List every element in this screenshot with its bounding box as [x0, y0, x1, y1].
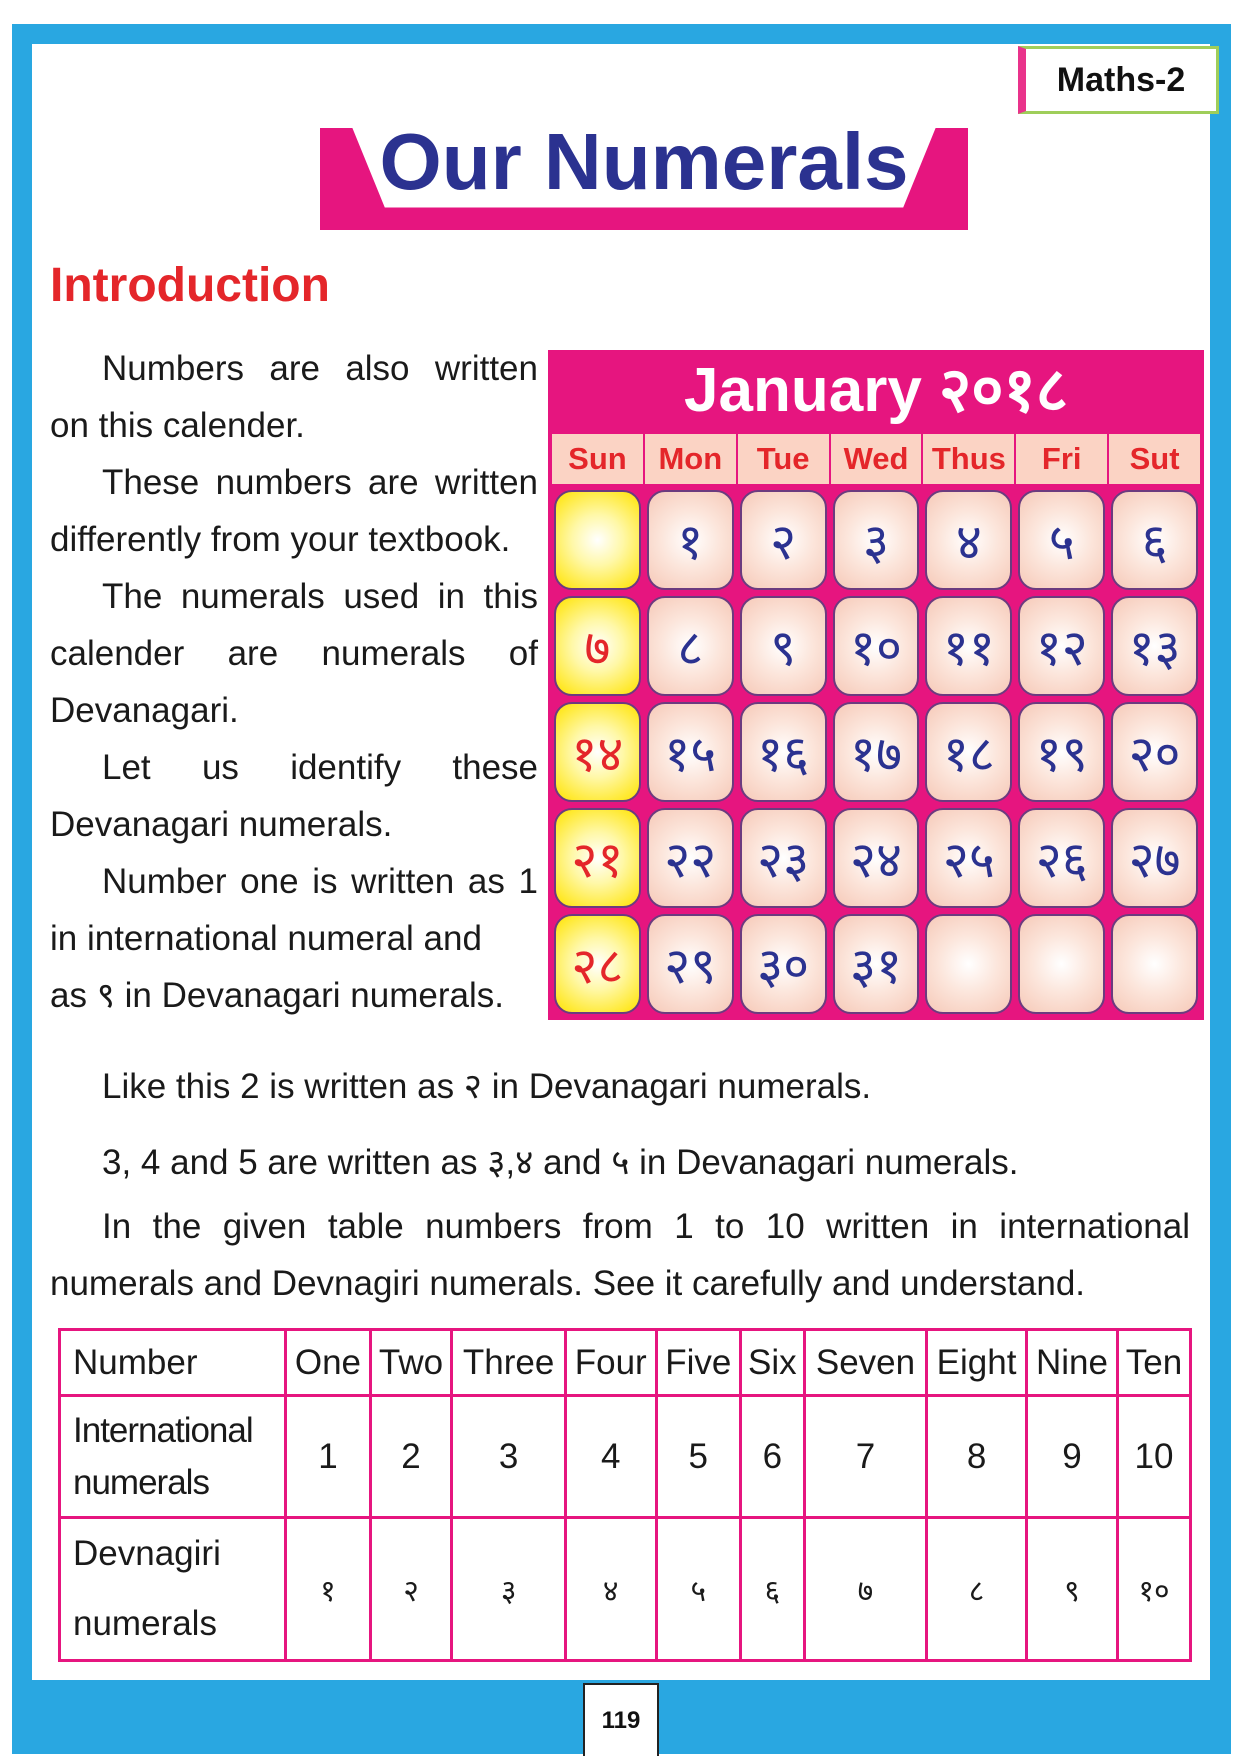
calendar-day-cell: ८ [647, 596, 734, 696]
intro-p1-line2: on this calender. [50, 406, 305, 445]
calendar-day-cell: ११ [925, 596, 1012, 696]
table-cell-devnagiri: ६ [740, 1518, 804, 1661]
calendar-day-cell: २ [740, 490, 827, 590]
table-cell-devnagiri: ३ [452, 1518, 565, 1661]
table-cell-devnagiri: १ [286, 1518, 370, 1661]
row-label-devnagiri [60, 1518, 286, 1661]
intro-p3: The numerals used in this calender are numerals of Devanagari. [50, 577, 538, 730]
calendar-day-cell: २४ [833, 808, 920, 908]
table-cell-names: Six [740, 1330, 804, 1396]
calendar-day-cell: ९ [740, 596, 827, 696]
calendar-day-cell: २२ [647, 808, 734, 908]
calendar-day-cell: ७ [554, 596, 641, 696]
table-cell-international: 3 [452, 1396, 565, 1518]
calendar-day-cell: १८ [925, 702, 1012, 802]
weekday-label: Tue [738, 434, 831, 484]
calendar-day-cell: २५ [925, 808, 1012, 908]
table-row-devnagiri [60, 1518, 1191, 1661]
row-label-number: Number [60, 1330, 286, 1396]
table-cell-international: 8 [927, 1396, 1027, 1518]
calendar-day-cell: १६ [740, 702, 827, 802]
intro-p1-line1: Numbers are also written [102, 349, 538, 388]
weekday-label: Fri [1016, 434, 1109, 484]
table-cell-devnagiri: ५ [656, 1518, 740, 1661]
calendar-day-cell: २३ [740, 808, 827, 908]
calendar-day-cell: १ [647, 490, 734, 590]
body-line-three-text: 3, 4 and 5 are written as ३,४ and ५ in Devanagari numerals. [102, 1143, 1019, 1182]
calendar-day-cell: २६ [1018, 808, 1105, 908]
weekday-label: Sut [1129, 441, 1180, 476]
calendar-day-cell: १२ [1018, 596, 1105, 696]
calendar-day-cell [1018, 914, 1105, 1014]
calendar-day-cell: २९ [647, 914, 734, 1014]
calendar-day-cell [925, 914, 1012, 1014]
row-label-devnagiri-2: numerals [73, 1604, 217, 1643]
body-line-three [50, 1134, 1190, 1191]
calendar-day-cell: २० [1111, 702, 1198, 802]
calendar-day-cell: १७ [833, 702, 920, 802]
calendar-day-cell: १५ [647, 702, 734, 802]
weekday-label: Sun [552, 434, 645, 484]
calendar-day-cell: ३१ [833, 914, 920, 1014]
intro-p4: Let us identify these Devanagari numerals. [50, 748, 538, 844]
table-cell-names: Five [656, 1330, 740, 1396]
calendar-day-cell: १९ [1018, 702, 1105, 802]
body-table-intro [50, 1198, 1190, 1312]
table-cell-international: 9 [1027, 1396, 1118, 1518]
calendar-grid [554, 490, 1202, 1014]
table-cell-names: Seven [804, 1330, 926, 1396]
body-line-two [50, 1058, 1190, 1115]
table-cell-international: 1 [286, 1396, 370, 1518]
intro-text [50, 340, 538, 1024]
calendar-day-cell [1111, 914, 1198, 1014]
row-label-international-2: numerals [73, 1462, 209, 1502]
row-label-international-1: International [73, 1410, 253, 1450]
page-number: 119 [583, 1683, 659, 1756]
calendar-day-cell: १० [833, 596, 920, 696]
table-cell-names: Two [370, 1330, 452, 1396]
weekday-label: Thus [923, 434, 1016, 484]
table-cell-devnagiri: १० [1117, 1518, 1190, 1661]
row-label-devnagiri-1: Devnagiri [73, 1534, 221, 1573]
calendar-day-cell: ४ [925, 490, 1012, 590]
calendar-day-cell: २७ [1111, 808, 1198, 908]
calendar-day-cell: ३ [833, 490, 920, 590]
table-row-names [60, 1330, 1191, 1396]
body-line-two-text: Like this 2 is written as २ in Devanagari numerals. [102, 1067, 872, 1106]
table-cell-names: One [286, 1330, 370, 1396]
body-table-intro-text: In the given table numbers from 1 to 10 written in international numerals and Devnagiri numerals. See it carefully and understand. [50, 1207, 1190, 1303]
calendar-day-cell: ३० [740, 914, 827, 1014]
table-cell-international: 7 [804, 1396, 926, 1518]
calendar-day-cell [554, 490, 641, 590]
calendar-day-cell: २८ [554, 914, 641, 1014]
table-cell-international: 6 [740, 1396, 804, 1518]
calendar-day-cell: २१ [554, 808, 641, 908]
table-cell-names: Eight [927, 1330, 1027, 1396]
table-cell-devnagiri: ७ [804, 1518, 926, 1661]
section-heading: Introduction [50, 259, 330, 312]
table-cell-names: Nine [1027, 1330, 1118, 1396]
weekday-label: Mon [645, 434, 738, 484]
calendar [548, 350, 1204, 1020]
table-cell-international: 4 [565, 1396, 656, 1518]
page-title: Our Numerals [379, 117, 909, 206]
table-cell-international: 10 [1117, 1396, 1190, 1518]
intro-p5: Number one is written as 1 in international numeral and [50, 862, 538, 958]
calendar-day-cell: १४ [554, 702, 641, 802]
calendar-day-cell: ६ [1111, 490, 1198, 590]
table-cell-international: 5 [656, 1396, 740, 1518]
table-cell-devnagiri: ४ [565, 1518, 656, 1661]
numeral-table [58, 1328, 1192, 1662]
subject-tab: Maths-2 [1018, 46, 1219, 114]
table-row-international [60, 1396, 1191, 1518]
weekday-label: Wed [831, 434, 924, 484]
calendar-weekday-header [552, 434, 1200, 484]
row-label-international [60, 1396, 286, 1518]
calendar-day-cell: ५ [1018, 490, 1105, 590]
table-cell-names: Four [565, 1330, 656, 1396]
calendar-day-cell: १३ [1111, 596, 1198, 696]
calendar-title: January २०१८ [684, 356, 1068, 425]
intro-p2: These numbers are written differently from your textbook. [50, 463, 538, 559]
table-cell-names: Three [452, 1330, 565, 1396]
table-cell-names: Ten [1117, 1330, 1190, 1396]
table-cell-devnagiri: ८ [927, 1518, 1027, 1661]
table-cell-international: 2 [370, 1396, 452, 1518]
intro-p5-tail: as ९ in Devanagari numerals. [50, 976, 504, 1015]
table-cell-devnagiri: २ [370, 1518, 452, 1661]
table-cell-devnagiri: ९ [1027, 1518, 1118, 1661]
